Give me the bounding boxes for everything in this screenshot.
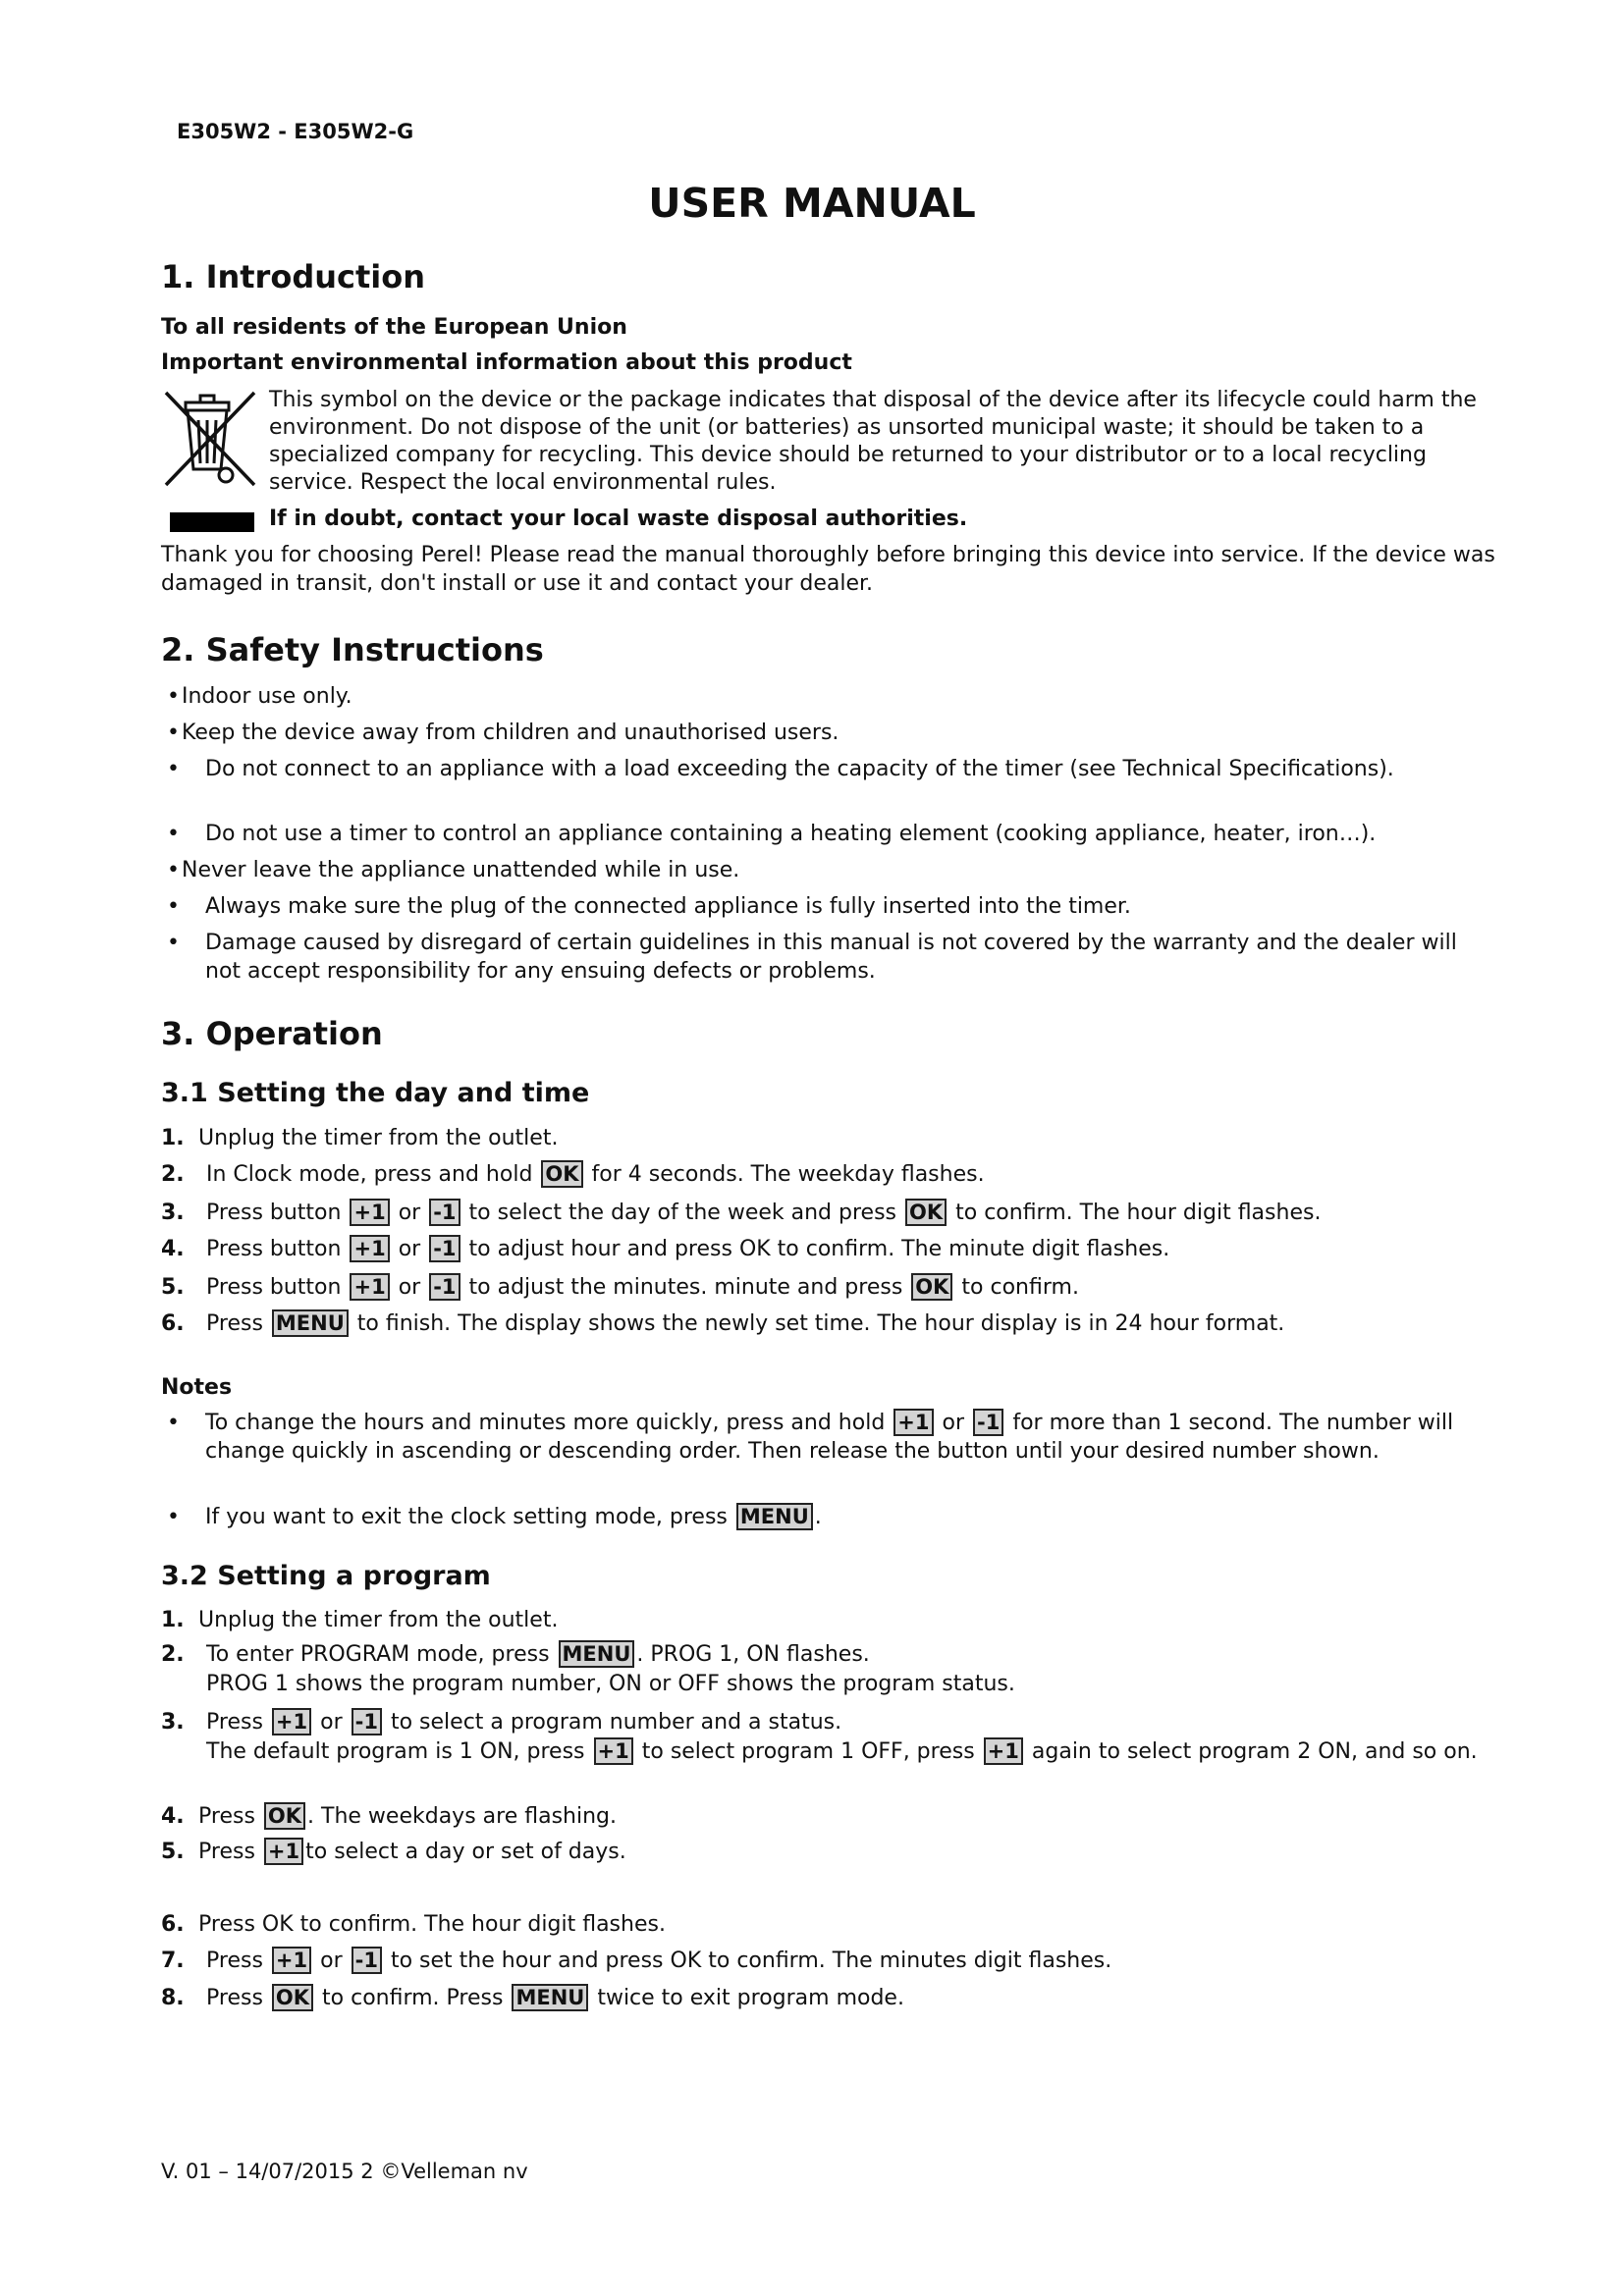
doubt-note: If in doubt, contact your local waste disposal authorities. (269, 507, 968, 531)
minus-one-key: -1 (429, 1235, 460, 1262)
weee-bin-icon (161, 385, 259, 493)
ok-key: OK (905, 1199, 947, 1226)
menu-key: MENU (736, 1503, 813, 1530)
page-title: USER MANUAL (648, 180, 976, 227)
minus-one-key: -1 (429, 1273, 460, 1301)
plus-one-key: +1 (272, 1947, 311, 1974)
weee-symbol-text: This symbol on the device or the package indicates that disposal of the device after its lifecycle could harm the environment. Do not dispose of the unit (or batteries) as unsorted municipal waste; it should be taken to a specialized company for recycling. This device should be returned to your distributor or to a local recycling service. Respect the local environmental rules. (269, 388, 1477, 495)
ok-key: OK (911, 1273, 952, 1301)
notes-heading: Notes (161, 1375, 233, 1400)
eu-heading: To all residents of the European Union (161, 315, 627, 340)
minus-one-key: -1 (973, 1409, 1003, 1436)
menu-key: MENU (559, 1640, 635, 1668)
minus-one-key: -1 (429, 1199, 460, 1226)
plus-one-key: +1 (350, 1199, 389, 1226)
model-number: E305W2 - E305W2-G (177, 120, 414, 143)
ok-key: OK (541, 1160, 582, 1188)
menu-key: MENU (272, 1309, 349, 1337)
black-bar (170, 512, 254, 532)
section-safety-heading: 2. Safety Instructions (161, 631, 544, 668)
env-heading: Important environmental information about this product (161, 350, 852, 375)
plus-one-key: +1 (594, 1737, 633, 1765)
page-footer: V. 01 – 14/07/2015 2 ©Velleman nv (161, 2160, 528, 2183)
subsection-program-heading: 3.2 Setting a program (161, 1561, 491, 1591)
plus-one-key: +1 (350, 1235, 389, 1262)
plus-one-key: +1 (264, 1838, 303, 1865)
menu-key: MENU (512, 1984, 588, 2011)
thank-you-text: Thank you for choosing Perel! Please read the manual thoroughly before bringing this device into service. If the device was damaged in transit, don't install or use it and contact your dealer. (161, 543, 1495, 596)
minus-one-key: -1 (352, 1708, 382, 1735)
plus-one-key: +1 (984, 1737, 1023, 1765)
ok-key: OK (272, 1984, 313, 2011)
plus-one-key: +1 (350, 1273, 389, 1301)
minus-one-key: -1 (352, 1947, 382, 1974)
plus-one-key: +1 (272, 1708, 311, 1735)
plus-one-key: +1 (893, 1409, 933, 1436)
ok-key: OK (264, 1802, 305, 1830)
subsection-day-time-heading: 3.1 Setting the day and time (161, 1078, 590, 1108)
section-operation-heading: 3. Operation (161, 1015, 383, 1052)
section-introduction-heading: 1. Introduction (161, 258, 425, 295)
